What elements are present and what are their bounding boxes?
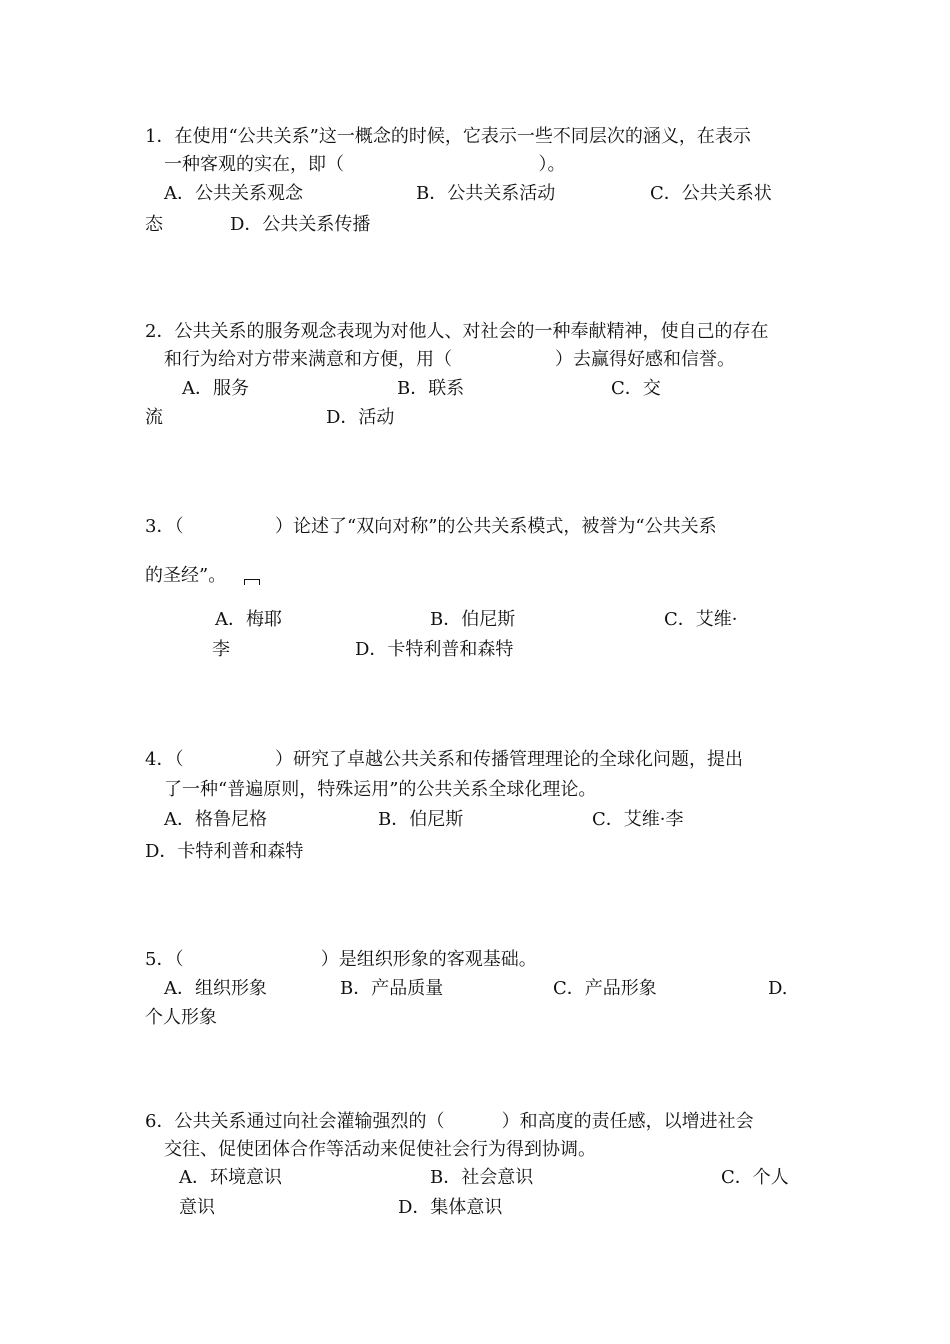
question-2-option-c-wrap: 流 xyxy=(145,407,163,428)
question-2-text-line-1: 2．公共关系的服务观念表现为对他人、对社会的一种奉献精神，使自己的存在 xyxy=(145,321,769,342)
question-5-option-c: C．产品形象 xyxy=(553,978,657,999)
question-6-option-b: B．社会意识 xyxy=(430,1167,534,1188)
question-6-option-d: D．集体意识 xyxy=(398,1197,503,1218)
question-2-option-d: D．活动 xyxy=(326,407,395,428)
question-1-text-line-2: 一种客观的实在，即（ ）。 xyxy=(164,154,566,175)
question-1-option-a: A．公共关系观念 xyxy=(164,183,303,204)
question-2-text-line-2: 和行为给对方带来满意和方便，用（ ）去赢得好感和信誉。 xyxy=(164,349,735,370)
question-5-option-d: D. xyxy=(768,978,788,999)
question-2-option-c: C．交 xyxy=(611,378,661,399)
question-4-text-line-2: 了一种“普遍原则，特殊运用”的公共关系全球化理论。 xyxy=(164,779,597,800)
question-1-option-c-wrap: 态 xyxy=(145,214,163,235)
question-2-option-a: A．服务 xyxy=(182,378,249,399)
question-5-option-b: B．产品质量 xyxy=(340,978,444,999)
question-4-option-c: C．艾维·李 xyxy=(592,809,684,830)
question-1-option-b: B．公共关系活动 xyxy=(416,183,556,204)
question-3-option-b: B．伯尼斯 xyxy=(430,609,516,630)
question-6-text-line-1: 6．公共关系通过向社会灌输强烈的（ ）和高度的责任感，以增进社会 xyxy=(145,1111,754,1132)
question-6-option-c-wrap: 意识 xyxy=(179,1197,215,1218)
question-4-option-a: A．格鲁尼格 xyxy=(164,809,267,830)
question-4-option-b: B．伯尼斯 xyxy=(378,809,464,830)
question-4-option-d: D．卡特利普和森特 xyxy=(145,841,304,862)
question-6-option-c: C．个人 xyxy=(721,1167,789,1188)
text-cursor-mark xyxy=(244,579,260,585)
question-6-text-line-2: 交往、促使团体合作等活动来促使社会行为得到协调。 xyxy=(164,1139,596,1160)
question-3-option-a: A．梅耶 xyxy=(215,609,282,630)
question-5-option-d-wrap: 个人形象 xyxy=(145,1007,217,1028)
question-1-option-c: C．公共关系状 xyxy=(650,183,772,204)
question-1-option-d: D．公共关系传播 xyxy=(230,214,371,235)
question-1-text-line-1: 1．在使用“公共关系”这一概念的时候，它表示一些不同层次的涵义，在表示 xyxy=(145,126,751,147)
question-3-option-d: D．卡特利普和森特 xyxy=(355,639,514,660)
question-3-option-c-wrap: 李 xyxy=(212,639,230,660)
question-3-text-line-2: 的圣经”。 xyxy=(145,565,227,586)
question-5-text-line-1: 5．（ ）是组织形象的客观基础。 xyxy=(145,949,537,970)
question-6-option-a: A．环境意识 xyxy=(179,1167,282,1188)
question-3-option-c: C．艾维· xyxy=(664,609,738,630)
question-5-option-a: A．组织形象 xyxy=(164,978,267,999)
question-2-option-b: B．联系 xyxy=(397,378,465,399)
question-3-text-line-1: 3．（ ）论述了“双向对称”的公共关系模式，被誉为“公共关系 xyxy=(145,516,717,537)
question-4-text-line-1: 4．（ ）研究了卓越公共关系和传播管理理论的全球化问题，提出 xyxy=(145,749,743,770)
